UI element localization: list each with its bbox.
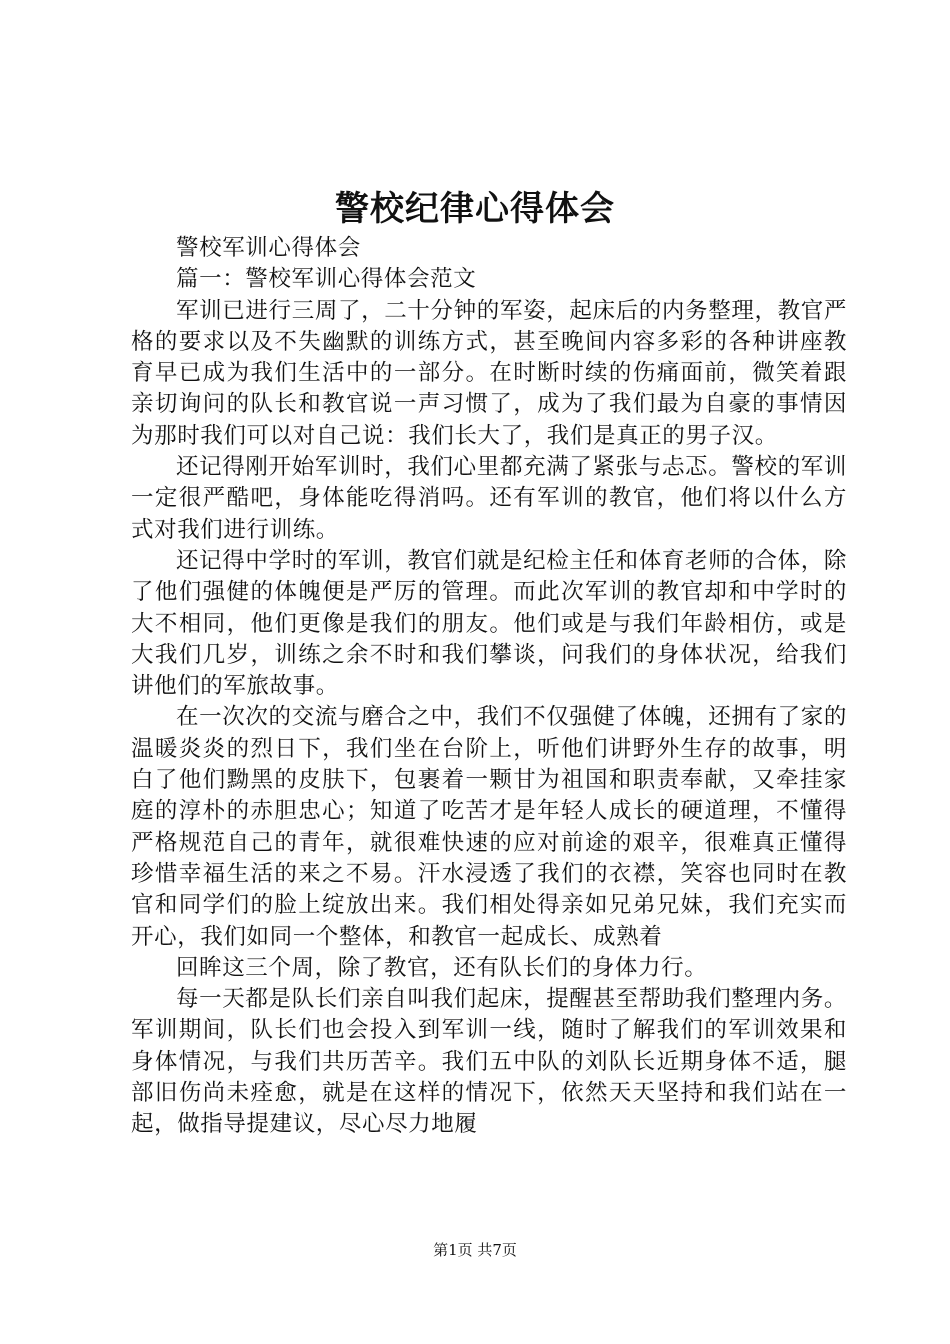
- body-paragraph: 回眸这三个周，除了教官，还有队长们的身体力行。: [176, 954, 708, 981]
- subtitle-paragraph: 警校军训心得体会: [176, 235, 361, 261]
- body-paragraph: 每一天都是队长们亲自叫我们起床，提醒甚至帮助我们整理内务。军训期间，队长们也会投入到军训一线，随时了解我们的军训效果和身体情况，与我们共历苦辛。我们五中队的刘队长近期身体不适，腿部旧伤尚未痊愈，就是在这样的情况下，依然天天坚持和我们站在一起，做指导提建议，尽心尽力地履: [131, 986, 847, 1138]
- section-heading: 篇一：警校军训心得体会范文: [176, 266, 477, 293]
- body-paragraph: 在一次次的交流与磨合之中，我们不仅强健了体魄，还拥有了家的温暖炎炎的烈日下，我们坐在台阶上，听他们讲野外生存的故事，明白了他们黝黑的皮肤下，包裹着一颗甘为祖国和职责奉献，又牵挂家庭的淳朴的赤胆忠心；知道了吃苦才是年轻人成长的硬道理，不懂得严格规范自己的青年，就很难快速的应对前途的艰辛，很难真正懂得珍惜幸福生活的来之不易。汗水浸透了我们的衣襟，笑容也同时在教官和同学们的脸上绽放出来。我们相处得亲如兄弟兄妹，我们充实而开心，我们如同一个整体，和教官一起成长、成熟着: [131, 704, 847, 950]
- body-paragraph: 军训已进行三周了，二十分钟的军姿，起床后的内务整理，教官严格的要求以及不失幽默的训练方式，甚至晚间内容多彩的各种讲座教育早已成为我们生活中的一部分。在时断时续的伤痛面前，微笑着跟亲切询问的队长和教官说一声习惯了，成为了我们最为自豪的事情因为那时我们可以对自己说：我们长大了，我们是真正的男子汉。: [131, 297, 847, 449]
- document-title: 警校纪律心得体会: [335, 189, 615, 229]
- page-number-footer: 第1页 共7页: [433, 1241, 517, 1259]
- body-paragraph: 还记得中学时的军训，教官们就是纪检主任和体育老师的合体，除了他们强健的体魄便是严厉的管理。而此次军训的教官却和中学时的大不相同，他们更像是我们的朋友。他们或是与我们年龄相仿，或是大我们几岁，训练之余不时和我们攀谈，问我们的身体状况，给我们讲他们的军旅故事。: [131, 547, 847, 700]
- body-paragraph: 还记得刚开始军训时，我们心里都充满了紧张与忐忑。警校的军训一定很严酷吧，身体能吃得消吗。还有军训的教官，他们将以什么方式对我们进行训练。: [131, 454, 847, 543]
- document-body: [131, 233, 847, 1141]
